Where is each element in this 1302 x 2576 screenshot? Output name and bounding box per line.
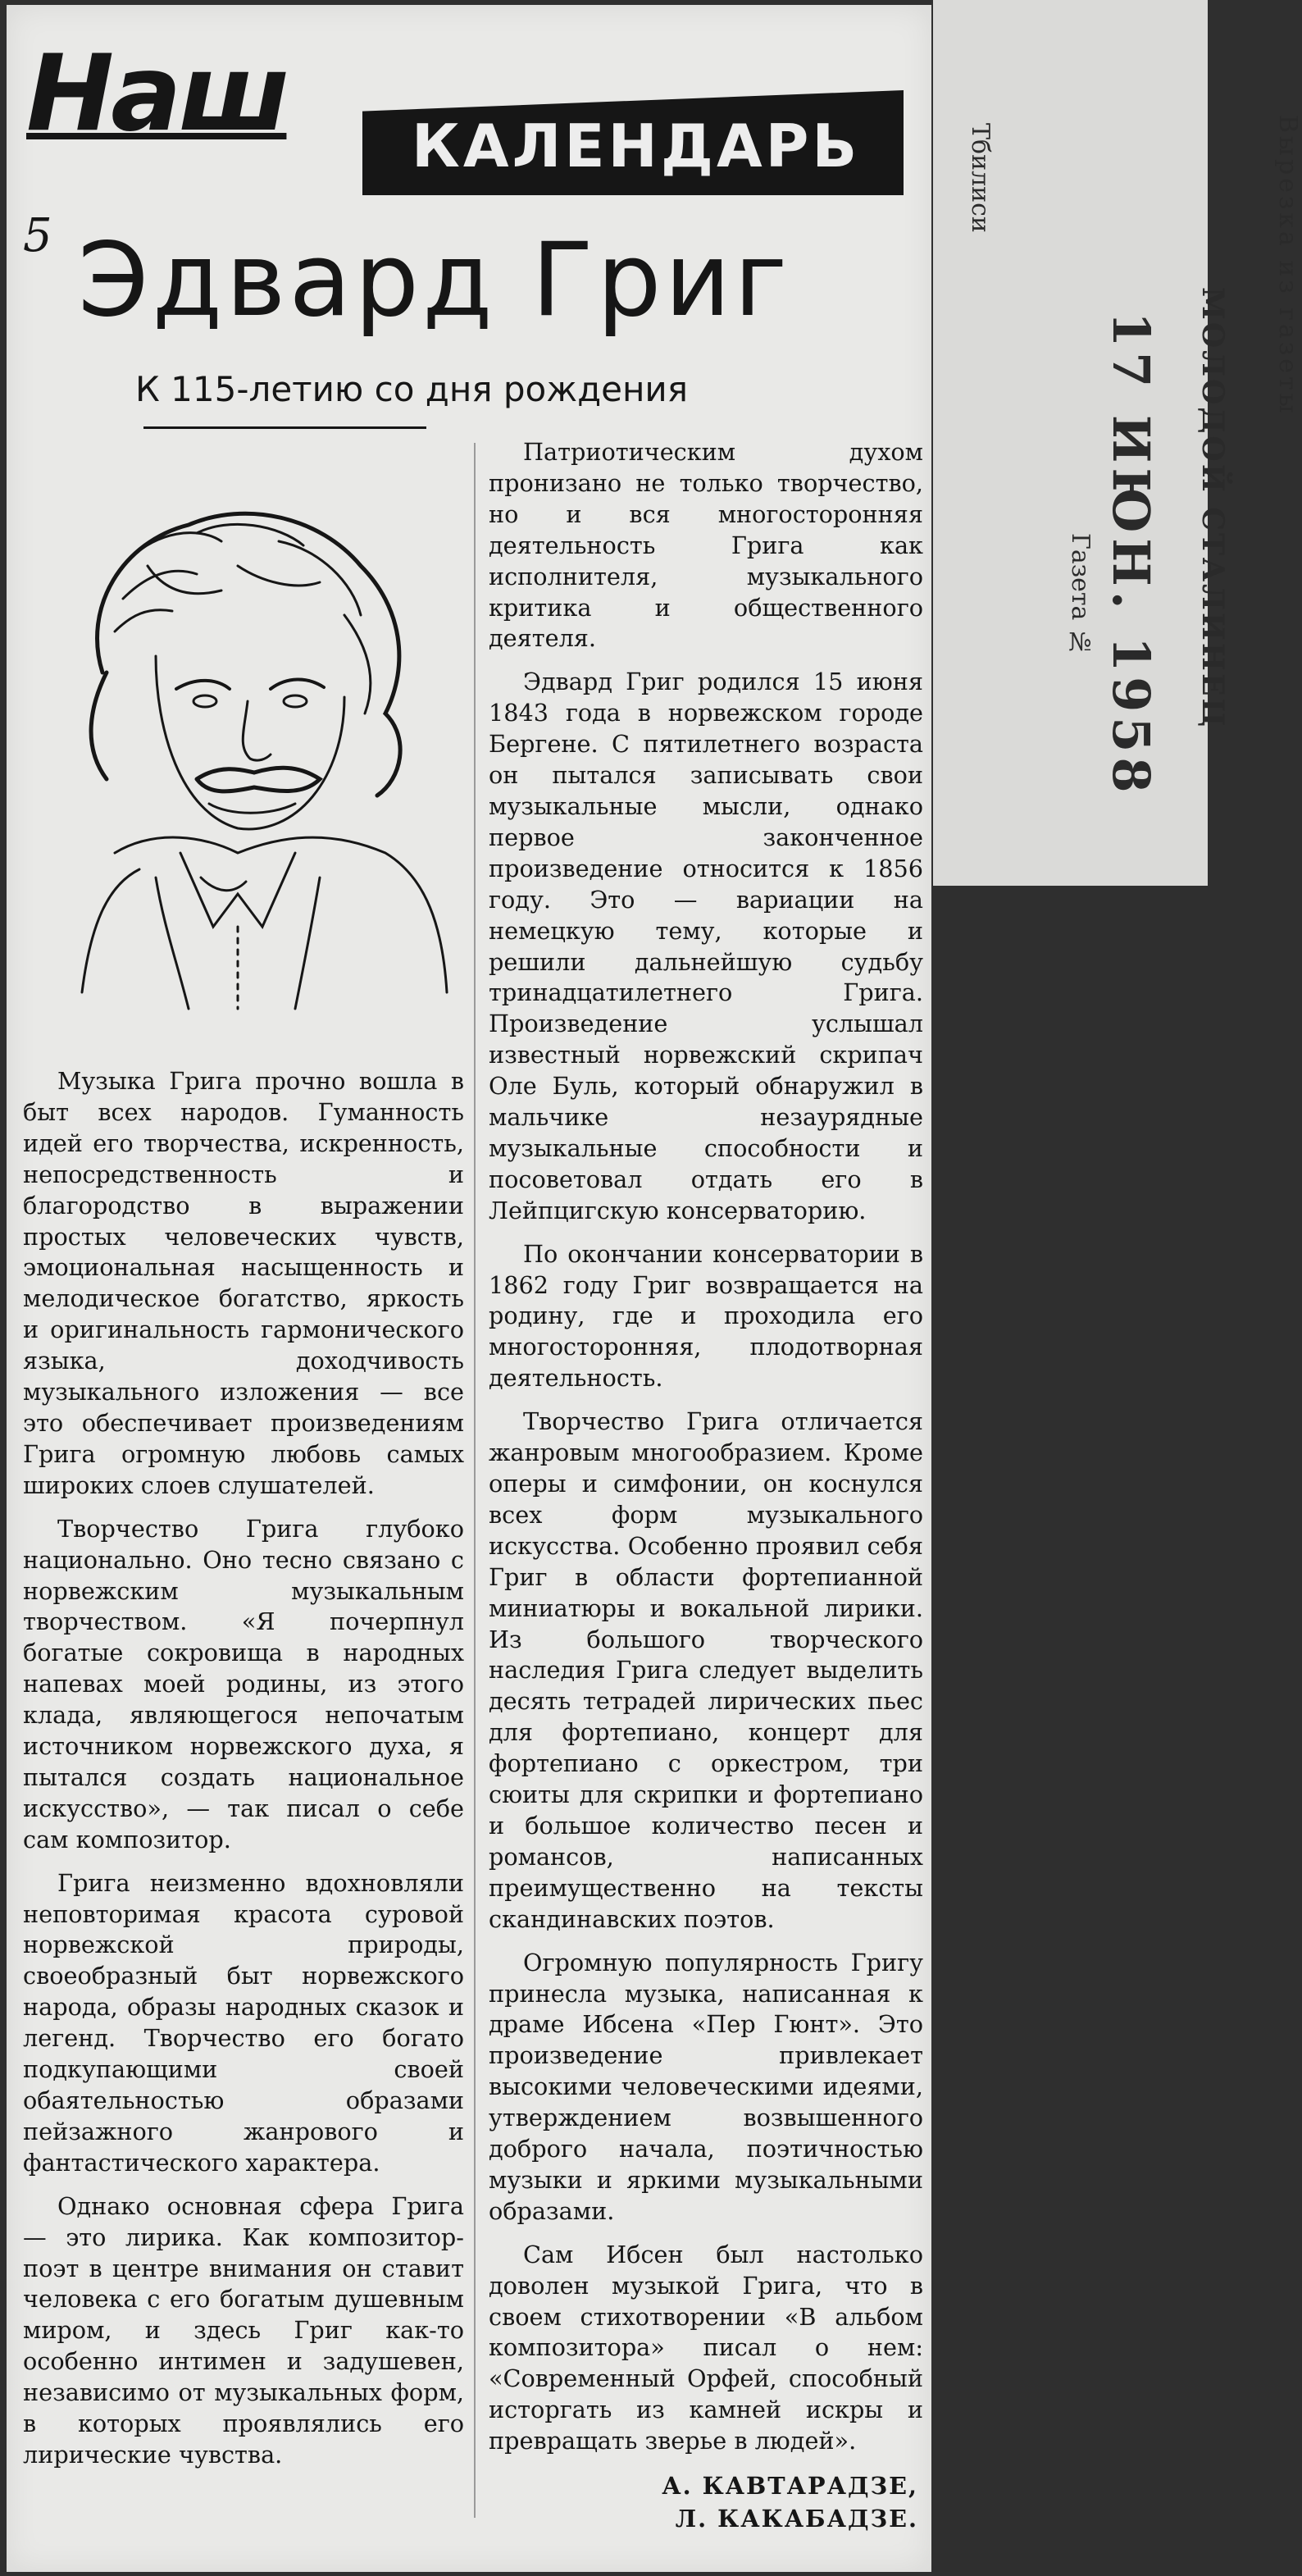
paragraph: Однако основная сфера Грига — это лирика. Как композитор-поэт в центре внимания он ставит человека с его богатым душевным миром, и здесь Григ как-то особенно интимен и задушевен, независимо от музыкальных форм, в которых проявлялись его лирические чувства. [23,2191,464,2469]
stub-paper-name: МОЛОДОЙ СТАЛИНЕЦ [1195,287,1230,730]
article-title: Эдвард Григ [78,221,791,340]
paragraph: Творчество Грига глубоко национально. Оно тесно связано с норвежским музыкальным творчеством. «Я почерпнул богатые сокровища в народных напевах моей родины, из этого клада, являющегося непочатым источником норвежского духа, я пытался создать национальное искусство», — так писал о себе сам композитор. [23,1514,464,1853]
paragraph: По окончании консерватории в 1862 году Григ возвращается на родину, где и проходила его многосторонняя, плодотворная деятельность. [489,1239,923,1393]
author-name: Л. КАКАБАДЗЕ. [675,2505,918,2533]
rubric-logo [26,33,899,197]
paragraph: Огромную популярность Григу принесла музыка, написанная к драме Ибсена «Пер Гюнт». Это произведение привлекает высокими человеческими идеями, утверждением возвышенного доброго начала, поэтичностью музыки и яркими музыкальными образами. [489,1948,923,2225]
grieg-portrait [33,467,467,1025]
article-authors [489,2469,923,2535]
logo-nash: Наш [26,33,287,155]
paragraph: Сам Ибсен был настолько доволен музыкой Грига, что в своем стихотворении «В альбом композитора» писал о нем: «Современный Орфей, способный исторгать из камней искры и превращать зверье в людей». [489,2240,923,2455]
paragraph: Грига неизменно вдохновляли неповторимая красота суровой норвежской природы, своеобразный быт норвежского народа, образы народных сказок и легенд. Творчество его богато подкупающими своей обаятельностью образами пейзажного жанрового и фантастического характера. [23,1868,464,2177]
subtitle-underline [143,426,426,429]
stub-date: 17 ИЮН. 1958 [1101,312,1161,798]
stub-gazeta-label: Газета № [1066,533,1095,657]
stub-city: Тбилиси [966,123,995,233]
paragraph: Творчество Грига отличается жанровым многообразием. Кроме оперы и симфонии, он коснулся всех форм музыкального искусства. Особенно проявил себя Григ в области фортепианной миниатюры и вокальной лирики. Из большого творческого наследия Грига следует выделить десять тетрадей лирических пьес для фортепиано, концерт для фортепиано с оркестром, три сюиты для скрипки и фортепиано и большое количество песен и романсов, написанных преимущественно на тексты скандинавских поэтов. [489,1407,923,1933]
author-name: А. КАВТАРАДЗЕ, [662,2472,918,2501]
article-column-right [489,437,923,2535]
paragraph: Музыка Грига прочно вошла в быт всех народов. Гуманность идей его творчества, искренность, непосредственность и благородство в выражении простых человеческих чувств, эмоциональная насыщенность и мелодическое богатство, яркость и оригинальность гармонического языка, доходчивость музыкального изложения — все это обеспечивает произведениям Грига огромную любовь самых широких слоев слушателей. [23,1067,464,1499]
article-subtitle: К 115-летию со дня рождения [135,369,688,409]
column-divider [474,443,476,2518]
stub-source-label: Вырезка из газеты [1273,115,1302,417]
margin-mark: 5 [23,209,52,262]
article-column-left [23,1066,464,2483]
logo-calendar: КАЛЕНДАРЬ [412,112,861,180]
paragraph: Эдвард Григ родился 15 июня 1843 года в норвежском городе Бергене. С пятилетнего возраста он пытался записывать свои музыкальные мысли, однако первое законченное произведение относится к 1856 году. Это — вариации на немецкую тему, которые и решили дальнейшую судьбу тринадцатилетнего Грига. Произведение услышал известный норвежский скрипач Оле Буль, который обнаружил в мальчике незаурядные музыкальные способности и посоветовал отдать его в Лейпцигскую консерваторию. [489,668,923,1224]
paragraph: Патриотическим духом пронизано не только творчество, но и вся многосторонняя деятельность Грига как исполнителя, музыкального критика и общественного деятеля. [489,438,923,653]
clipping-info-stub [933,0,1302,886]
